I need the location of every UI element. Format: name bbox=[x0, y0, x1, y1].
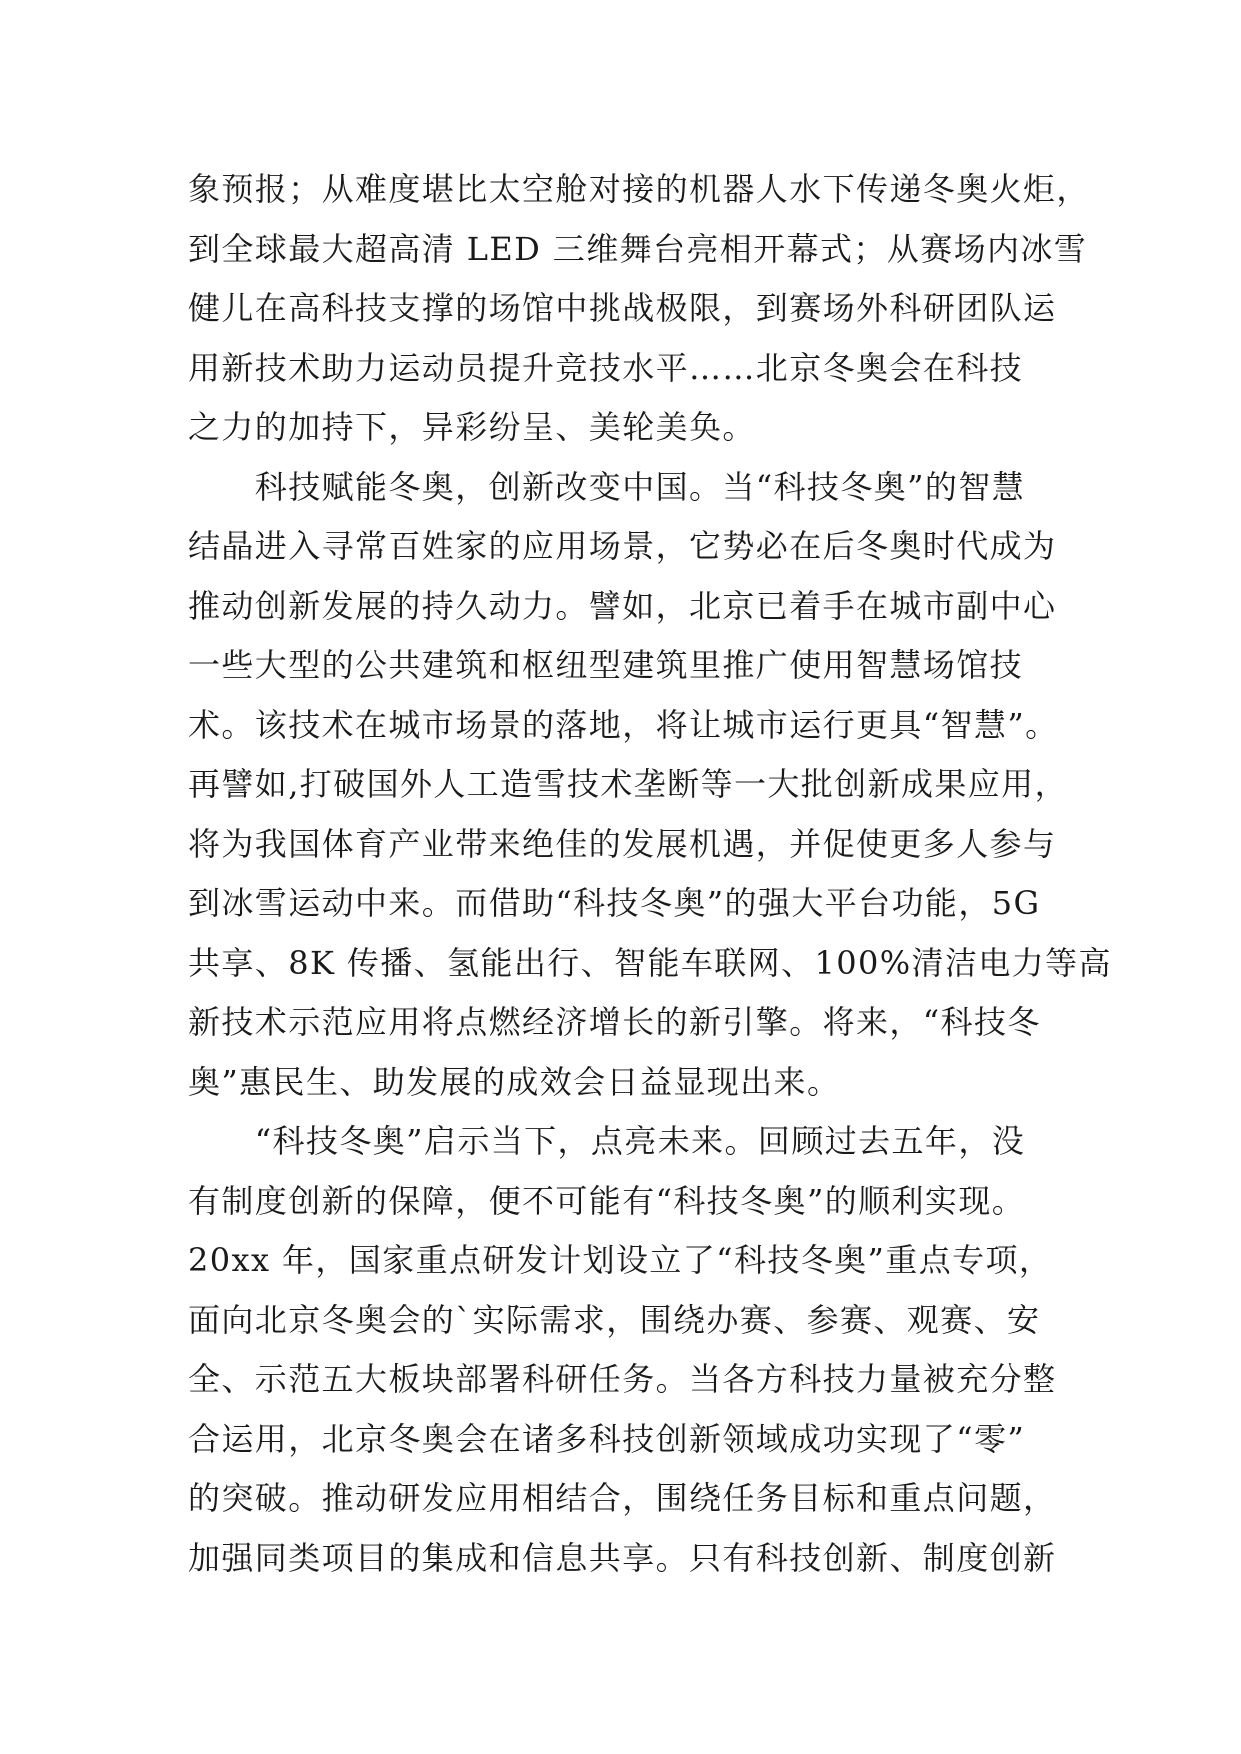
text-line: 用新技术助力运动员提升竞技水平……北京冬奥会在科技 bbox=[188, 348, 1024, 387]
text-line: 有制度创新的保障，便不可能有“科技冬奥”的顺利实现。 bbox=[188, 1181, 1026, 1220]
text-line: 象预报；从难度堪比太空舱对接的机器人水下传递冬奥火炬， bbox=[188, 170, 1090, 208]
text-line: 推动创新发展的持久动力。譬如，北京已着手在城市副中心 bbox=[188, 586, 1057, 625]
text-line: 共享、8K 传播、氢能出行、智能车联网、100%清洁电力等高 bbox=[188, 943, 1112, 982]
text-line: 之力的加持下，异彩纷呈、美轮美奂。 bbox=[188, 408, 756, 446]
body-text bbox=[188, 160, 1112, 1588]
text-line: 健儿在高科技支撑的场馆中挑战极限，到赛场外科研团队运 bbox=[188, 289, 1057, 327]
paragraph-start-line: 科技赋能冬奥，创新改变中国。当“科技冬奥”的智慧 bbox=[188, 467, 1026, 506]
text-line: 合运用，北京冬奥会在诸多科技创新领域成功实现了“零” bbox=[188, 1419, 1026, 1458]
text-line: 奥”惠民生、助发展的成效会日益显现出来。 bbox=[188, 1062, 841, 1101]
text-line: 新技术示范应用将点燃经济增长的新引擎。将来，“科技冬 bbox=[188, 1003, 1041, 1041]
text-line: 再譬如,打破国外人工造雪技术垄断等一大批创新成果应用， bbox=[188, 765, 1068, 803]
text-line: 的突破。推动研发应用相结合，围绕任务目标和重点问题， bbox=[188, 1479, 1057, 1517]
text-line: 将为我国体育产业带来绝佳的发展机遇，并促使更多人参与 bbox=[188, 824, 1057, 863]
text-line: 全、示范五大板块部署科研任务。当各方科技力量被充分整 bbox=[188, 1360, 1057, 1398]
text-line: 到冰雪运动中来。而借助“科技冬奥”的强大平台功能，5G bbox=[188, 884, 1041, 922]
text-line: 20xx 年，国家重点研发计划设立了“科技冬奥”重点专项， bbox=[188, 1241, 1053, 1279]
text-line: 面向北京冬奥会的`实际需求，围绕办赛、参赛、观赛、安 bbox=[188, 1300, 1041, 1339]
text-line: 到全球最大超高清 LED 三维舞台亮相开幕式；从赛场内冰雪 bbox=[188, 229, 1088, 268]
text-line: 一些大型的公共建筑和枢纽型建筑里推广使用智慧场馆技 bbox=[188, 646, 1024, 684]
text-line: 术。该技术在城市场景的落地，将让城市运行更具“智慧”。 bbox=[188, 705, 1059, 744]
paragraph-start-line: “科技冬奥”启示当下，点亮未来。回顾过去五年，没 bbox=[188, 1122, 1026, 1160]
text-line: 加强同类项目的集成和信息共享。只有科技创新、制度创新 bbox=[188, 1538, 1057, 1577]
text-line: 结晶进入寻常百姓家的应用场景，它势必在后冬奥时代成为 bbox=[188, 527, 1057, 565]
